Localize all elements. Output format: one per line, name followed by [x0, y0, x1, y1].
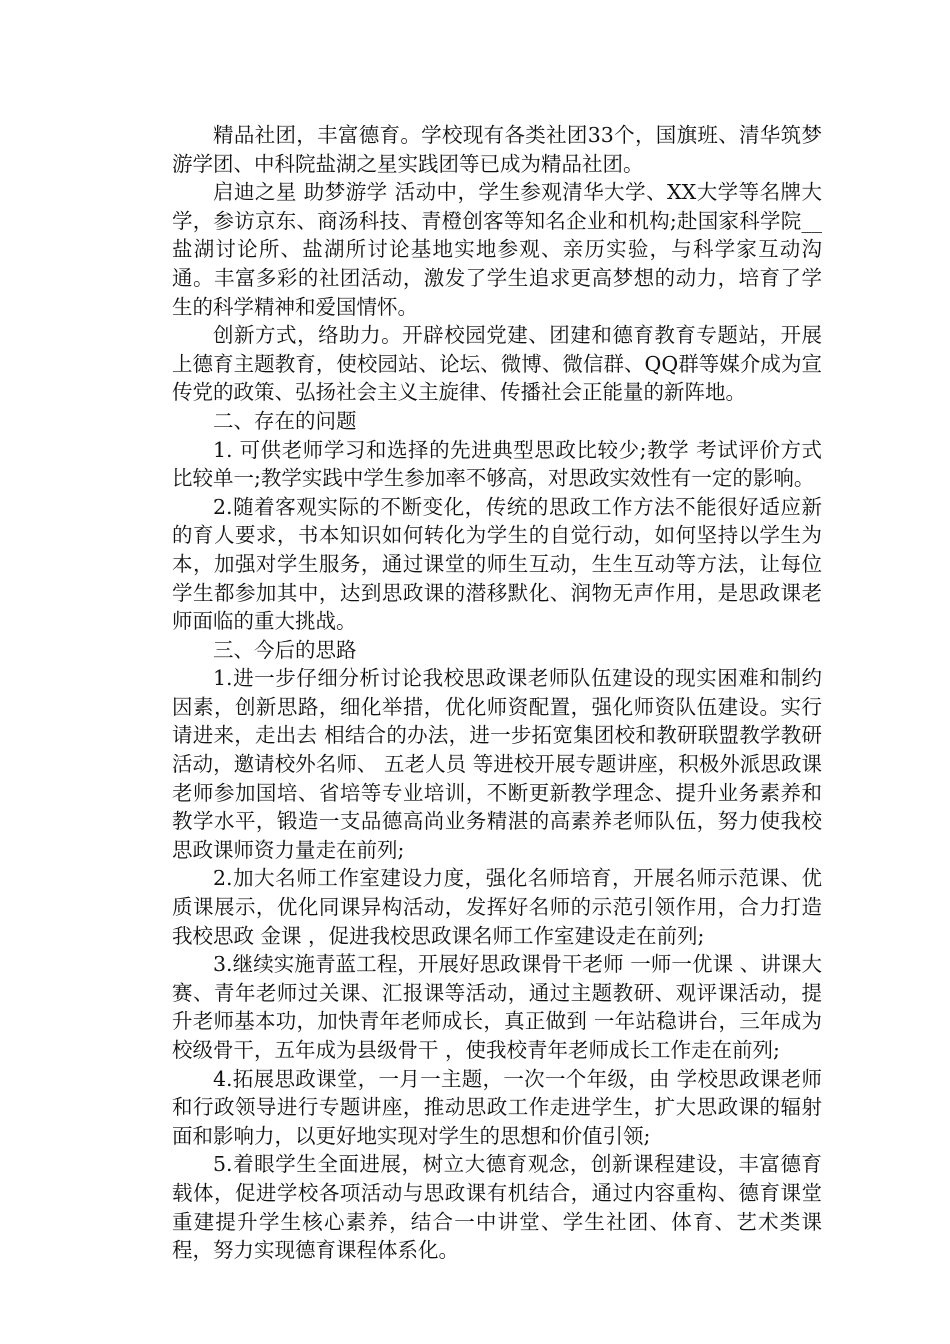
document-body — [172, 121, 822, 1265]
paragraph-network: 创新方式，络助力。开辟校园党建、团建和德育教育专题站，开展上德育主题教育，使校园站、论坛、微博、微信群、QQ群等媒介成为宣传党的政策、弘扬社会主义主旋律、传播社会正能量的新阵地。 — [172, 323, 822, 405]
section-heading-future: 三、今后的思路 — [213, 637, 357, 662]
paragraph-plan-5: 5.着眼学生全面进展，树立大德育观念，创新课程建设，丰富德育载体，促进学校各项活动与思政课有机结合，通过内容重构、德育课堂重建提升学生核心素养，结合一中讲堂、学生社团、体育、艺术类课程，努力实现德育课程体系化。 — [172, 1152, 822, 1263]
paragraph-plan-1: 1.进一步仔细分析讨论我校思政课老师队伍建设的现实困难和制约因素，创新思路，细化举措，优化师资配置，强化师资队伍建设。实行 请进来，走出去 相结合的办法，进一步拓宽集团校和教研联盟教学教研活动，邀请校外名师、 五老人员 等进校开展专题讲座，积极外派思政课老师参加国培、省培等专业培训，不断更新教学理念、提升业务素养和教学水平，锻造一支品德高尚业务精湛的高素养老师队伍，努力使我校思政课师资力量走在前列; — [172, 666, 822, 862]
paragraph-clubs: 精品社团，丰富德育。学校现有各类社团33个，国旗班、清华筑梦游学团、中科院盐湖之星实践团等已成为精品社团。 — [172, 123, 822, 176]
paragraph-study-tour: 启迪之星 助梦游学 活动中，学生参观清华大学、XX大学等名牌大学，参访京东、商汤科技、青橙创客等知名企业和机构;赴国家科学院__盐湖讨论所、盐湖所讨论基地实地参观、亲历实验，与科学家互动沟通。丰富多彩的社团活动，激发了学生追求更高梦想的动力，培育了学生的科学精神和爱国情怀。 — [172, 180, 822, 319]
section-heading-problems: 二、存在的问题 — [213, 408, 357, 433]
paragraph-plan-3: 3.继续实施青蓝工程，开展好思政课骨干老师 一师一优课 、讲课大赛、青年老师过关课、汇报课等活动，通过主题教研、观评课活动，提升老师基本功，加快青年老师成长，真正做到 一年站稳讲台，三年成为校级骨干，五年成为县级骨干 ，使我校青年老师成长工作走在前列; — [172, 952, 822, 1062]
paragraph-problem-2: 2.随着客观实际的不断变化，传统的思政工作方法不能很好适应新的育人要求，书本知识如何转化为学生的自觉行动，如何坚持以学生为本，加强对学生服务，通过课堂的师生互动，生生互动等方法，让每位学生都参加其中，达到思政课的潜移默化、润物无声作用，是思政课老师面临的重大挑战。 — [172, 494, 822, 634]
paragraph-plan-2: 2.加大名师工作室建设力度，强化名师培育，开展名师示范课、优质课展示，优化同课异构活动，发挥好名师的示范引领作用，合力打造我校思政 金课 ，促进我校思政课名师工作室建设走在前列; — [172, 866, 822, 948]
paragraph-problem-1: 1. 可供老师学习和选择的先进典型思政比较少;教学 考试评价方式比较单一;教学实践中学生参加率不够高，对思政实效性有一定的影响。 — [172, 437, 822, 491]
paragraph-plan-4: 4.拓展思政课堂，一月一主题，一次一个年级，由 学校思政课老师和行政领导进行专题讲座，推动思政工作走进学生，扩大思政课的辐射面和影响力，以更好地实现对学生的思想和价值引领; — [172, 1066, 822, 1148]
